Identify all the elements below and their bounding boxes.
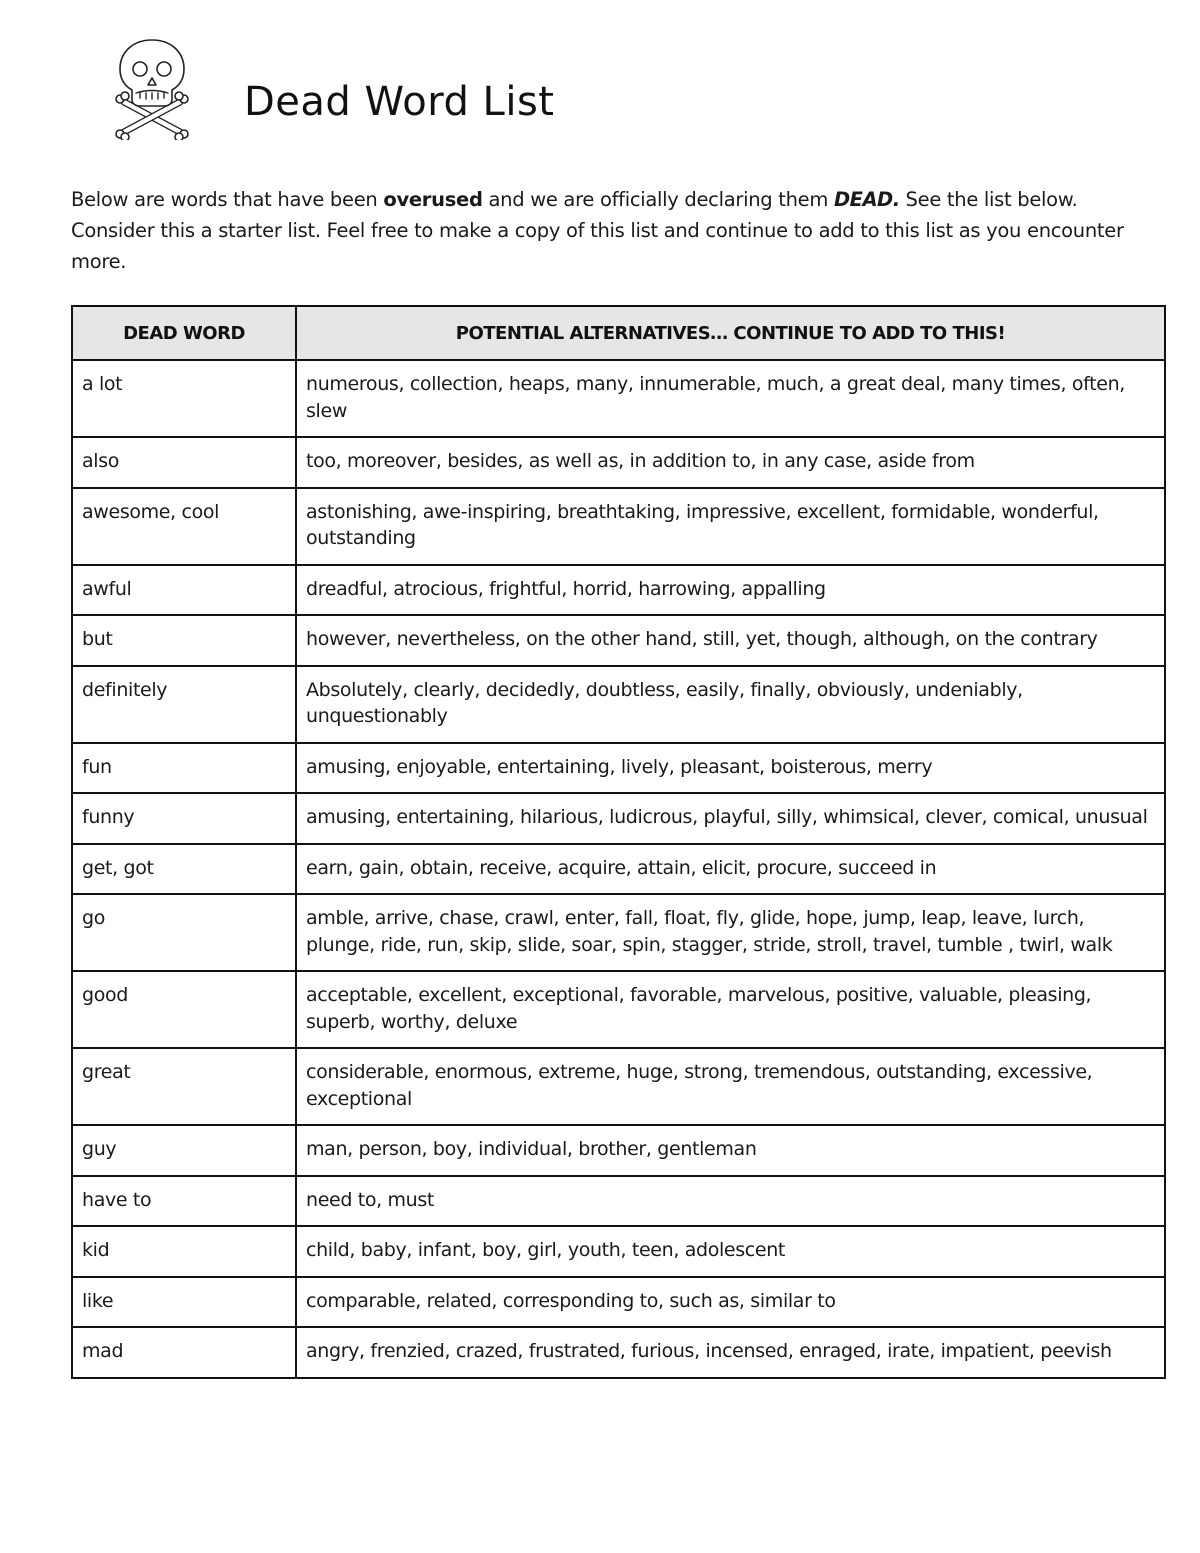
- alternatives-cell: astonishing, awe-inspiring, breathtaking, impressive, excellent, formidable, wonderful, outstanding: [296, 488, 1165, 565]
- dead-word-cell: guy: [72, 1125, 296, 1176]
- table-row: [72, 743, 1165, 794]
- header-alternatives: POTENTIAL ALTERNATIVES… CONTINUE TO ADD TO THIS!: [296, 306, 1165, 360]
- dead-word-cell: mad: [72, 1327, 296, 1378]
- alternatives-cell: however, nevertheless, on the other hand, still, yet, though, although, on the contrary: [296, 615, 1165, 666]
- dead-word-cell: have to: [72, 1176, 296, 1227]
- dead-word-cell: also: [72, 437, 296, 488]
- table-row: [72, 615, 1165, 666]
- table-row: [72, 437, 1165, 488]
- alternatives-cell: Absolutely, clearly, decidedly, doubtless, easily, finally, obviously, undeniably, unquestionably: [296, 666, 1165, 743]
- dead-word-cell: definitely: [72, 666, 296, 743]
- table-row: [72, 1277, 1165, 1328]
- dead-word-cell: awesome, cool: [72, 488, 296, 565]
- page-title: Dead Word List: [244, 79, 555, 125]
- alternatives-cell: amusing, enjoyable, entertaining, lively, pleasant, boisterous, merry: [296, 743, 1165, 794]
- table-header-row: [72, 306, 1165, 360]
- alternatives-cell: dreadful, atrocious, frightful, horrid, harrowing, appalling: [296, 565, 1165, 616]
- table-row: [72, 1327, 1165, 1378]
- alternatives-cell: amusing, entertaining, hilarious, ludicrous, playful, silly, whimsical, clever, comical, unusual: [296, 793, 1165, 844]
- dead-word-cell: great: [72, 1048, 296, 1125]
- table-row: [72, 971, 1165, 1048]
- alternatives-cell: amble, arrive, chase, crawl, enter, fall, float, fly, glide, hope, jump, leap, leave, lurch, plunge, ride, run, skip, slide, soar, spin, stagger, stride, stroll, travel, tumble , twirl, walk: [296, 894, 1165, 971]
- table-row: [72, 565, 1165, 616]
- dead-word-cell: like: [72, 1277, 296, 1328]
- table-row: [72, 1125, 1165, 1176]
- dead-word-cell: kid: [72, 1226, 296, 1277]
- dead-word-cell: go: [72, 894, 296, 971]
- table-row: [72, 1226, 1165, 1277]
- page-header: [106, 36, 806, 146]
- intro-text-3: See the list below. Consider this a starter list. Feel free to make a copy of this list and continue to add to this list as you encounter more.: [71, 188, 1124, 273]
- dead-word-cell: but: [72, 615, 296, 666]
- alternatives-cell: need to, must: [296, 1176, 1165, 1227]
- intro-dead-word: DEAD.: [833, 188, 900, 211]
- table-row: [72, 1176, 1165, 1227]
- table-row: [72, 666, 1165, 743]
- skull-crossbones-icon: [106, 36, 198, 140]
- table-row: [72, 488, 1165, 565]
- intro-text-1: Below are words that have been: [71, 188, 384, 211]
- dead-word-table: [71, 305, 1166, 1379]
- intro-text-2: and we are officially declaring them: [482, 188, 834, 211]
- dead-word-cell: awful: [72, 565, 296, 616]
- alternatives-cell: man, person, boy, individual, brother, gentleman: [296, 1125, 1165, 1176]
- table-row: [72, 844, 1165, 895]
- dead-word-cell: get, got: [72, 844, 296, 895]
- table-row: [72, 894, 1165, 971]
- table-row: [72, 360, 1165, 437]
- dead-word-cell: fun: [72, 743, 296, 794]
- table-row: [72, 1048, 1165, 1125]
- alternatives-cell: considerable, enormous, extreme, huge, strong, tremendous, outstanding, excessive, exceptional: [296, 1048, 1165, 1125]
- alternatives-cell: angry, frenzied, crazed, frustrated, furious, incensed, enraged, irate, impatient, peevish: [296, 1327, 1165, 1378]
- table-row: [72, 793, 1165, 844]
- header-dead-word: DEAD WORD: [72, 306, 296, 360]
- alternatives-cell: earn, gain, obtain, receive, acquire, attain, elicit, procure, succeed in: [296, 844, 1165, 895]
- dead-word-cell: funny: [72, 793, 296, 844]
- alternatives-cell: numerous, collection, heaps, many, innumerable, much, a great deal, many times, often, slew: [296, 360, 1165, 437]
- dead-word-cell: a lot: [72, 360, 296, 437]
- alternatives-cell: acceptable, excellent, exceptional, favorable, marvelous, positive, valuable, pleasing, superb, worthy, deluxe: [296, 971, 1165, 1048]
- intro-paragraph: [71, 184, 1131, 277]
- alternatives-cell: too, moreover, besides, as well as, in addition to, in any case, aside from: [296, 437, 1165, 488]
- intro-emphasis: overused: [383, 188, 483, 211]
- alternatives-cell: child, baby, infant, boy, girl, youth, teen, adolescent: [296, 1226, 1165, 1277]
- alternatives-cell: comparable, related, corresponding to, such as, similar to: [296, 1277, 1165, 1328]
- dead-word-cell: good: [72, 971, 296, 1048]
